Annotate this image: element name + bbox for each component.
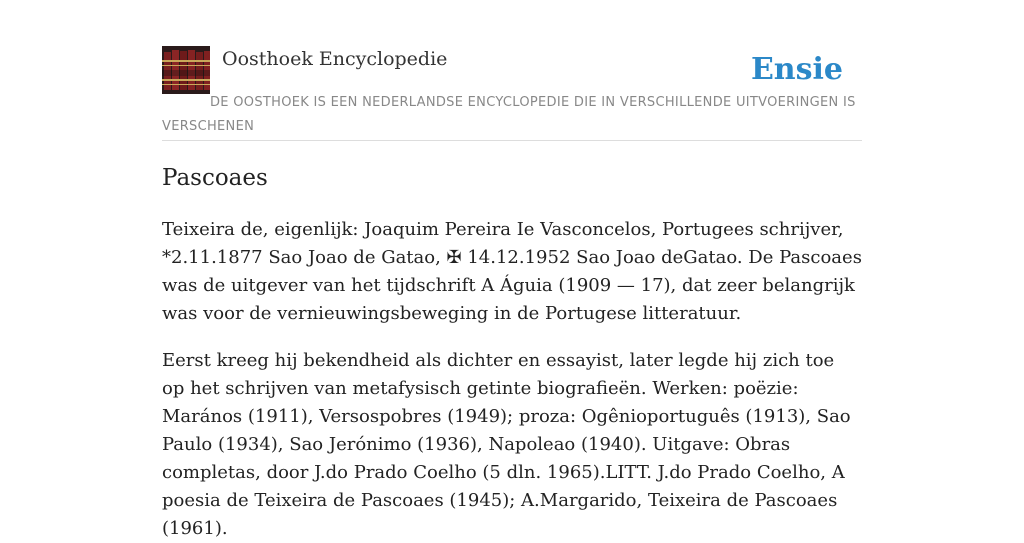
site-title-link[interactable]: Oosthoek Encyclopedie (222, 48, 448, 70)
site-header (162, 46, 862, 141)
site-tagline: DE OOSTHOEK IS EEN NEDERLANDSE ENCYCLOPEDIE DIE IN VERSCHILLENDE UITVOERINGEN IS VERSCHENEN (162, 95, 856, 134)
ensie-logo-link[interactable]: Ensie (750, 52, 843, 87)
article-paragraph: Teixeira de, eigenlijk: Joaquim Pereira Ie Vasconcelos, Portugees schrijver, *2.11.1877 Sao Joao de Gatao, ✠ 14.12.1952 Sao Joao deGatao. De Pascoaes was de uitgever van het tijdschrift A Águia (1909 — 17), dat zeer belangrijk was voor de vernieuwingsbeweging in de Portugese litteratuur. (162, 219, 862, 324)
article-paragraph: Eerst kreeg hij bekendheid als dichter en essayist, later legde hij zich toe op het schrijven van metafysisch getinte biografieën. Werken: poëzie: Marános (1911), Versospobres (1949); proza: Ogênioportuguês (1913), Sao Paulo (1934), Sao Jerónimo (1936), Napoleao (1940). Uitgave: Obras completas, door J.do Prado Coelho (5 dln. 1965).LITT. J.do Prado Coelho, A poesia de Teixeira de Pascoaes (1945); A.Margarido, Teixeira de Pascoaes (1961). (162, 350, 851, 539)
article (162, 160, 862, 543)
article-title: Pascoaes (162, 165, 268, 191)
encyclopedia-books-icon[interactable] (162, 46, 210, 94)
